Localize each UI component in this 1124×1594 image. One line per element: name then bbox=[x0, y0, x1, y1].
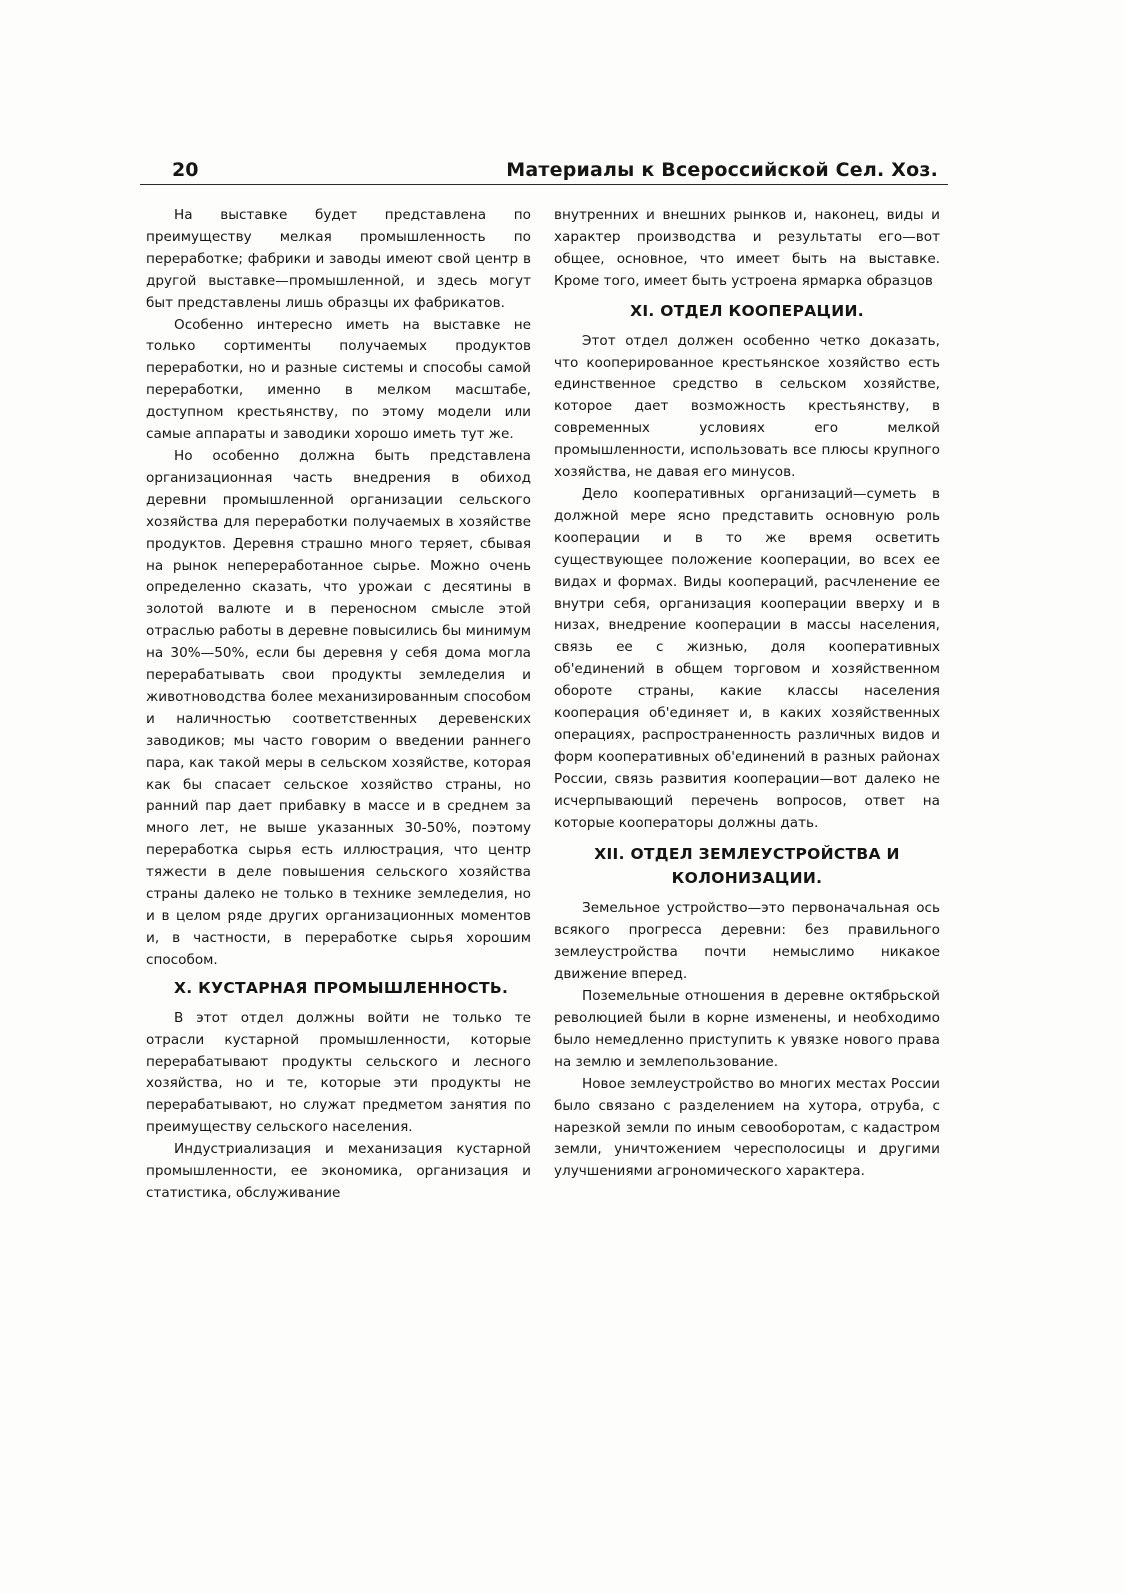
paragraph: Дело кооперативных организаций—суметь в должной мере ясно представить основную роль кооперации и в то же время осветить существующее положение кооперации, во всех ее видах и формах. Виды коопераций, расчленение ее внутри себя, организация кооперации вверху и в низах, внедрение кооперации в массы населения, связь ее с жизнью, доля кооперативных об'единений в общем торговом и хозяйственном обороте страны, какие классы населения кооперация об'единяет и, в каких хозяйственных операциях, распространенность различных видов и форм кооперативных об'единений в разных районах России, связь развития кооперации—вот далеко не исчерпывающий перечень вопросов, ответ на которые кооператоры должны дать. bbox=[554, 485, 940, 831]
paragraph: Индустриализация и механизация кустарной промышленности, ее экономика, организация и статистика, обслуживание bbox=[146, 1141, 531, 1201]
paragraph: На выставке будет представлена по преимуществу мелкая промышленность по переработке; фабрики и заводы имеют свой центр в другой выставке—промышленной, и здесь могут быт представлены лишь образцы их фабрикатов. bbox=[146, 207, 531, 311]
paragraph: Но особенно должна быть представлена организационная часть внедрения в обиход деревни промышленной организации сельского хозяйства для переработки получаемых в хозяйстве продуктов. Деревня страшно много теряет, сбывая на рынок непереработанное сырье. Можно очень определенно сказать, что урожаи с десятины в золотой валюте и в переносном смысле этой отраслью работы в деревне повысились бы минимум на 30%—50%, если бы деревня у себя дома могла перерабатывать свои продукты земледелия и животноводства более механизированным способом и наличностью соответственных деревенских заводиков; мы часто говорим о введении раннего пара, как такой меры в сельском хозяйстве, которая как бы спасает сельское хозяйство страны, но ранний пар дает прибавку в массе и в среднем за много лет, не выше указанных 30-50%, поэтому переработка сырья есть иллюстрация, что центр тяжести в деле повышения сельского хозяйства страны далеко не только в технике земледелия, но и в целом ряде других организационных моментов и, в частности, в переработке сырья хорошим способом. bbox=[146, 447, 531, 968]
paragraph: В этот отдел должны войти не только те отрасли кустарной промышленности, которые перерабатывают продукты сельского и лесного хозяйства, но и те, которые эти продукты не перерабатывают, но служат предметом занятия по преимуществу сельского населения. bbox=[146, 1009, 531, 1136]
section-heading-x: X. КУСТАРНАЯ ПРОМЫШЛЕННОСТЬ. bbox=[174, 978, 509, 997]
paragraph: Земельное устройство—это первоначальная ось всякого прогресса деревни: без правильного землеустройства почти немыслимо никакое движение вперед. bbox=[554, 900, 940, 983]
page-number: 20 bbox=[172, 159, 199, 181]
section-heading-xi: XI. ОТДЕЛ КООПЕРАЦИИ. bbox=[630, 301, 864, 320]
running-title: Материалы к Всероссийской Сел. Хоз. bbox=[506, 159, 938, 181]
paragraph: Особенно интересно иметь на выставке не только сортименты получаемых продуктов переработки, но и разные системы и способы самой переработки, именно в мелком масштабе, доступном крестьянству, по этому модели или самые аппараты и заводики хорошо иметь тут же. bbox=[146, 316, 531, 443]
section-heading-xii: XII. ОТДЕЛ ЗЕМЛЕУСТРОЙСТВА И КОЛОНИЗАЦИИ. bbox=[594, 845, 900, 888]
right-column bbox=[554, 205, 940, 1183]
paragraph: Этот отдел должен особенно четко доказать, что кооперированное крестьянское хозяйство есть единственное средство в сельском хозяйстве, которое дает возможность крестьянству, в современных условиях его мелкой промышленности, использовать все плюсы крупного хозяйства, не давая его минусов. bbox=[554, 332, 940, 481]
left-column bbox=[146, 205, 531, 1205]
paragraph: Поземельные отношения в деревне октябрьской революцией были в корне изменены, и необходимо было немедленно приступить к увязке нового права на землю и землепользование. bbox=[554, 988, 940, 1070]
paragraph-continued: внутренних и внешних рынков и, наконец, виды и характер производства и результаты его—вот общее, основное, что имеет быть на выставке. Кроме того, имеет быть устроена ярмарка образцов bbox=[554, 207, 940, 289]
running-header bbox=[140, 158, 948, 185]
paragraph: Новое землеустройство во многих местах России было связано с разделением на хутора, отруба, с нарезкой земли по иным севооборотам, с кадастром земли, уничтожением чересполосицы и другими улучшениями агрономического характера. bbox=[554, 1075, 940, 1180]
